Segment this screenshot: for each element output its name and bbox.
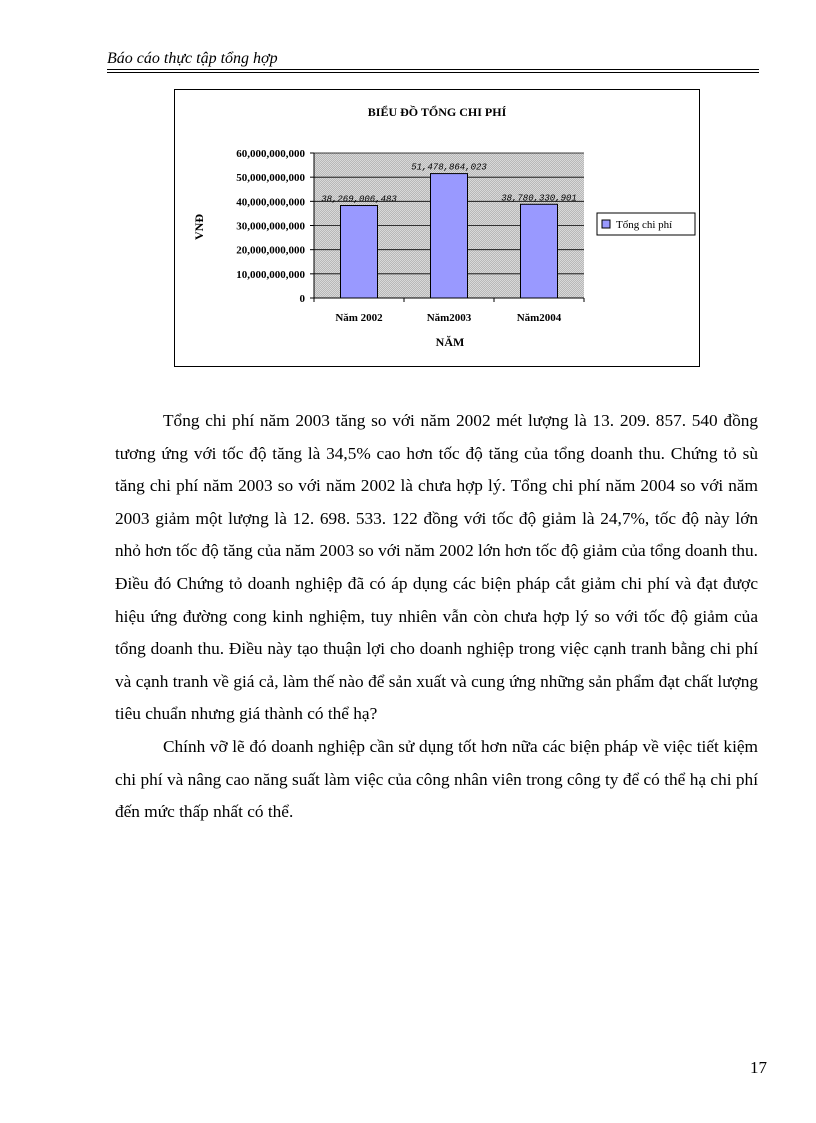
data-label: 38,269,006,483 bbox=[321, 194, 397, 205]
y-tick-label: 50,000,000,000 bbox=[236, 172, 305, 185]
total-cost-chart bbox=[174, 89, 700, 367]
x-tick-label: Năm 2002 bbox=[335, 312, 383, 324]
body-text bbox=[115, 405, 758, 829]
data-label: 38,780,330,901 bbox=[501, 193, 577, 204]
chart-title: BIỂU ĐỒ TỔNG CHI PHÍ bbox=[367, 105, 507, 119]
x-tick-label: Năm2004 bbox=[516, 312, 562, 324]
x-tick-label: Năm2003 bbox=[426, 312, 472, 324]
y-tick-label: 10,000,000,000 bbox=[236, 268, 305, 281]
data-label: 51,478,864,023 bbox=[411, 162, 487, 173]
bar bbox=[341, 206, 378, 298]
chart-svg bbox=[175, 90, 699, 366]
bar bbox=[431, 174, 468, 298]
page-header bbox=[107, 50, 759, 70]
y-tick-label: 30,000,000,000 bbox=[236, 220, 305, 233]
paragraph: Tổng chi phí năm 2003 tăng so với năm 2002 mét lượng là 13. 209. 857. 540 đồng tương ứng với tốc độ tăng là 34,5% cao hơn tốc độ tăng của tổng doanh thu. Chứng tỏ sù tăng chi phí năm 2003 so với năm 2002 là chưa hợp lý. Tổng chi phí năm 2004 so với năm 2003 giảm một lượng là 12. 698. 533. 122 đồng với tốc độ giảm là 24,7%, tốc độ này lớn nhỏ hơn tốc độ tăng của năm 2003 so với năm 2002 lớn hơn tốc độ giảm của tổng doanh thu. Điều đó Chứng tỏ doanh nghiệp đã có áp dụng các biện pháp cắt giảm chi phí và đạt được hiệu ứng đường cong kinh nghiệm, tuy nhiên vẫn còn chưa hợp lý so với tốc độ giảm của tổng doanh thu. Điều này tạo thuận lợi cho doanh nghiệp trong việc cạnh tranh bằng chi phí và cạnh tranh về giá cả, làm thế nào để sản xuất và cung ứng những sản phẩm đạt chất lượng tiêu chuẩn nhưng giá thành có thể hạ? bbox=[115, 411, 758, 724]
y-tick-label: 0 bbox=[299, 293, 305, 305]
bar bbox=[521, 204, 558, 298]
header-rule-secondary bbox=[107, 72, 759, 73]
y-tick-label: 40,000,000,000 bbox=[236, 196, 305, 209]
y-axis-title: VNĐ bbox=[192, 214, 206, 240]
header-rule bbox=[107, 69, 759, 70]
x-axis-title: NĂM bbox=[435, 335, 465, 349]
page-number: 17 bbox=[750, 1058, 767, 1077]
legend-swatch bbox=[602, 220, 610, 228]
y-tick-label: 60,000,000,000 bbox=[236, 148, 305, 160]
paragraph: Chính vỡ lẽ đó doanh nghiệp cần sử dụng tốt hơn nữa các biện pháp về việc tiết kiệm chi phí và nâng cao năng suất làm việc của công nhân viên trong công ty để có thể hạ chi phí đến mức thấp nhất có thể. bbox=[115, 736, 758, 822]
header-title: Báo cáo thực tập tổng hợp bbox=[107, 50, 278, 67]
y-tick-label: 20,000,000,000 bbox=[236, 244, 305, 257]
legend-label: Tổng chi phí bbox=[616, 219, 673, 231]
